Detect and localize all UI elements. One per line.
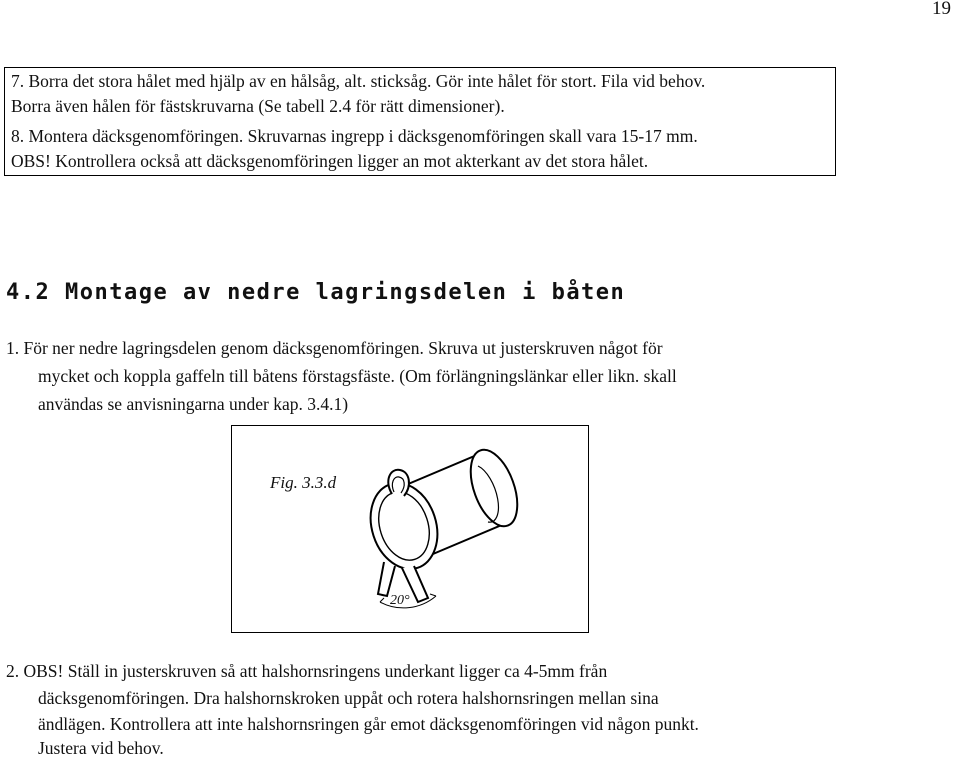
step-1-line: användas se anvisningarna under kap. 3.4.1): [38, 394, 349, 414]
step-2-line: ändlägen. Kontrollera att inte halshornsringen går emot däcksgenomföringen vid någon punkt.: [38, 714, 699, 734]
page-number: 19: [932, 0, 951, 19]
figure-3-3-d: [231, 425, 589, 633]
angle-label: 20°: [390, 593, 410, 608]
figure-caption: Fig. 3.3.d: [270, 473, 337, 492]
step-1-line: 1. För ner nedre lagringsdelen genom däcksgenomföringen. Skruva ut justerskruven något för: [6, 338, 663, 358]
box-line: OBS! Kontrollera också att däcksgenomföringen ligger an mot akterkant av det stora hålet.: [11, 151, 649, 171]
step-2-line: 2. OBS! Ställ in justerskruven så att halshornsringens underkant ligger ca 4-5mm från: [6, 661, 608, 681]
step-1-line: mycket och koppla gaffeln till båtens förstagsfäste. (Om förlängningslänkar eller likn. skall: [38, 366, 677, 386]
box-line: 7. Borra det stora hålet med hjälp av en hålsåg, alt. sticksåg. Gör inte hålet för stort. Fila vid behov.: [11, 71, 706, 91]
step-2-line: Justera vid behov.: [38, 738, 164, 758]
box-line: Borra även hålen för fästskruvarna (Se tabell 2.4 för rätt dimensioner).: [11, 96, 505, 116]
pin-illustration: [232, 426, 588, 632]
box-line: 8. Montera däcksgenomföringen. Skruvarnas ingrepp i däcksgenomföringen skall vara 15-17 mm.: [11, 126, 698, 146]
section-heading: 4.2 Montage av nedre lagringsdelen i båten: [6, 280, 626, 305]
instruction-box: [4, 67, 836, 176]
step-2-line: däcksgenomföringen. Dra halshornskroken uppåt och rotera halshornsringen mellan sina: [38, 688, 659, 708]
